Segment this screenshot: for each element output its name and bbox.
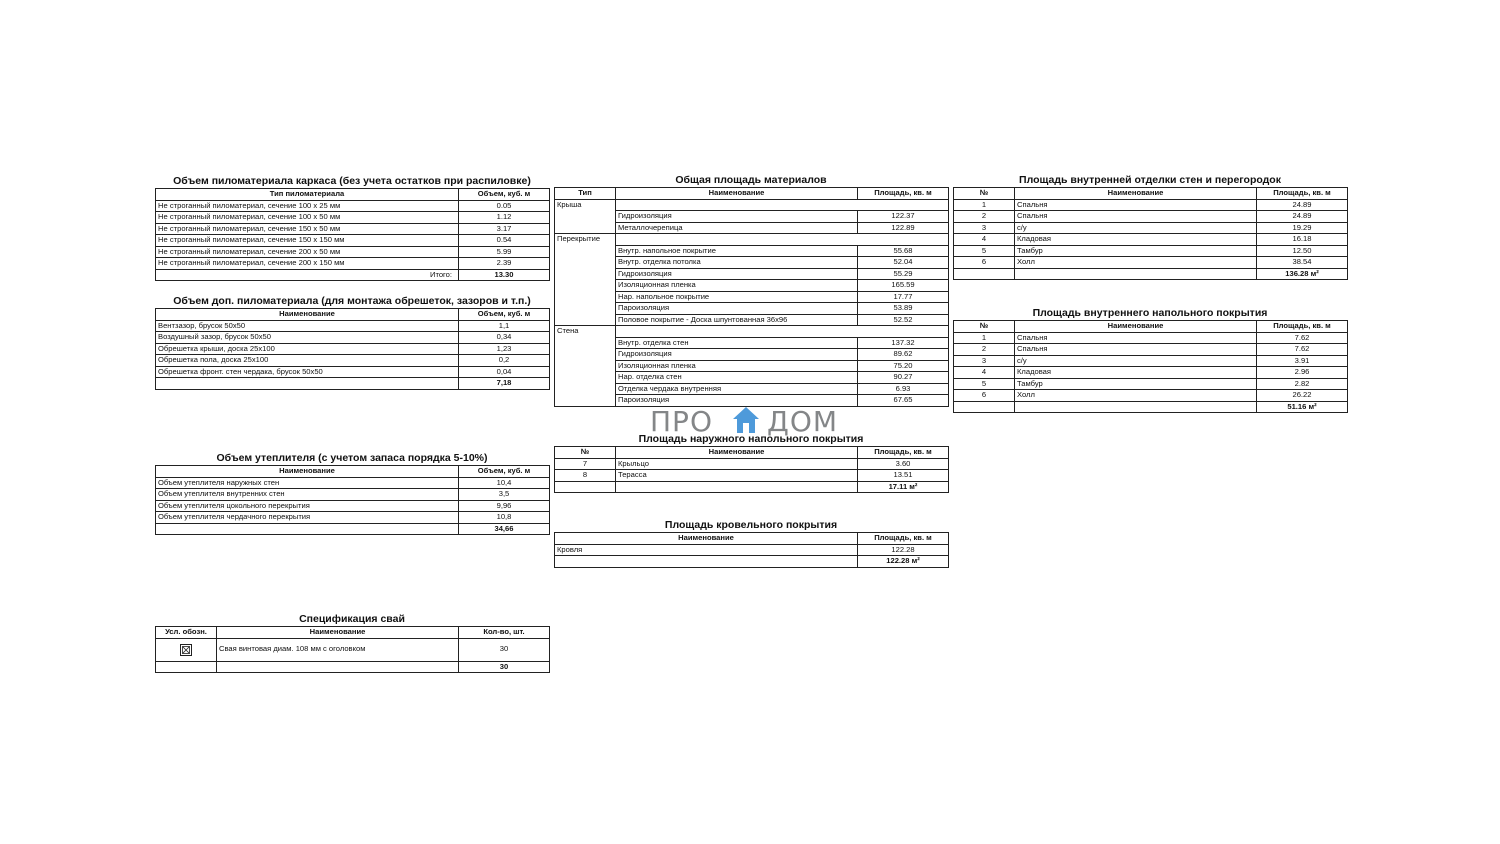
house-icon xyxy=(731,405,761,435)
total-value: 13.30 xyxy=(459,269,550,281)
table-row xyxy=(954,211,1348,223)
table-header: Наименование xyxy=(217,627,459,639)
pile-count: 30 xyxy=(459,638,550,661)
total-value: 7,18 xyxy=(459,378,550,390)
group-type: Стена xyxy=(555,326,616,338)
table-cell: 10,8 xyxy=(459,512,550,524)
table-cell: 0,34 xyxy=(459,332,550,344)
table-cell: 55.29 xyxy=(858,268,949,280)
table-row xyxy=(555,372,949,384)
table-cell: 8 xyxy=(555,470,616,482)
table-header: Наименование xyxy=(616,188,858,200)
table-cell: 17.77 xyxy=(858,291,949,303)
table-cell: Не строганный пиломатериал, сечение 150 х 50 мм xyxy=(156,223,459,235)
outdoor-floor-table xyxy=(554,446,949,493)
table-cell: 24.89 xyxy=(1257,199,1348,211)
table-cell: 5.99 xyxy=(459,246,550,258)
table-cell: 0.54 xyxy=(459,235,550,247)
table-cell: 24.89 xyxy=(1257,211,1348,223)
table-header: Объем, куб. м xyxy=(459,189,550,201)
table-cell: 137.32 xyxy=(858,337,949,349)
table-cell: 2 xyxy=(954,344,1015,356)
table-cell: 2 xyxy=(954,211,1015,223)
table-row xyxy=(555,222,949,234)
table-row xyxy=(954,222,1348,234)
table-row xyxy=(555,245,949,257)
table-cell: Гидроизоляция xyxy=(616,349,858,361)
table-row xyxy=(555,349,949,361)
table-cell: 5 xyxy=(954,245,1015,257)
table-cell: Тамбур xyxy=(1015,378,1257,390)
table-row xyxy=(555,470,949,482)
table-row xyxy=(156,332,550,344)
table-header: Тип xyxy=(555,188,616,200)
watermark-text-left: ПРО xyxy=(650,405,713,438)
table-row xyxy=(954,344,1348,356)
table-row xyxy=(954,332,1348,344)
table-cell: Холл xyxy=(1015,390,1257,402)
table-row xyxy=(555,280,949,292)
table-cell: 67.65 xyxy=(858,395,949,407)
table-header: № xyxy=(954,188,1015,200)
table-header: Наименование xyxy=(156,466,459,478)
table-row xyxy=(156,366,550,378)
table-header: Кол-во, шт. xyxy=(459,627,550,639)
table-header: Наименование xyxy=(1015,321,1257,333)
table-row xyxy=(156,235,550,247)
table-row xyxy=(555,544,949,556)
table-row xyxy=(954,390,1348,402)
table-row xyxy=(555,268,949,280)
table-cell: 2.82 xyxy=(1257,378,1348,390)
table-cell: Объем утеплителя наружных стен xyxy=(156,477,459,489)
table-header: Тип пиломатериала xyxy=(156,189,459,201)
table-cell: Обрешетка фронт. стен чердака, брусок 50х50 xyxy=(156,366,459,378)
table-cell: 3 xyxy=(954,222,1015,234)
table-cell: 7 xyxy=(555,458,616,470)
table-cell: Не строганный пиломатериал, сечение 200 х 150 мм xyxy=(156,258,459,270)
table-cell: 26.22 xyxy=(1257,390,1348,402)
table-cell: Обрешетка крыши, доска 25х100 xyxy=(156,343,459,355)
group-row xyxy=(555,199,949,211)
table-cell: Половое покрытие - Доска шпунтованная 36х96 xyxy=(616,314,858,326)
table-cell: 13.51 xyxy=(858,470,949,482)
table-cell: 165.59 xyxy=(858,280,949,292)
table-row xyxy=(954,355,1348,367)
table-cell: Внутр. напольное покрытие xyxy=(616,245,858,257)
table-row xyxy=(156,200,550,212)
pile-symbol-icon xyxy=(180,644,192,656)
table-cell: Внутр. отделка потолка xyxy=(616,257,858,269)
table-cell: 3.60 xyxy=(858,458,949,470)
table-cell: Нар. отделка стен xyxy=(616,372,858,384)
table-cell: Не строганный пиломатериал, сечение 150 х 150 мм xyxy=(156,235,459,247)
table-row xyxy=(156,512,550,524)
table-row xyxy=(954,378,1348,390)
table-cell: Отделка чердака внутренняя xyxy=(616,383,858,395)
table-cell: Спальня xyxy=(1015,211,1257,223)
table-cell: 6 xyxy=(954,257,1015,269)
table-cell: 2.39 xyxy=(459,258,550,270)
table-cell: 0.05 xyxy=(459,200,550,212)
table-row xyxy=(156,500,550,512)
table-cell: Пароизоляция xyxy=(616,303,858,315)
table-cell: Воздушный зазор, брусок 50х50 xyxy=(156,332,459,344)
table-header: Площадь, кв. м xyxy=(858,447,949,459)
table-header: Наименование xyxy=(1015,188,1257,200)
roofing-title: Площадь кровельного покрытия xyxy=(664,519,838,531)
table-cell: 0,04 xyxy=(459,366,550,378)
table-row xyxy=(156,258,550,270)
table-row xyxy=(156,320,550,332)
table-row xyxy=(555,291,949,303)
table-cell: 19.29 xyxy=(1257,222,1348,234)
table-cell: 7.62 xyxy=(1257,344,1348,356)
table-cell: 3 xyxy=(954,355,1015,367)
frame-volume-section xyxy=(155,175,549,281)
total-area-title: Общая площадь материалов xyxy=(675,174,827,186)
total-value: 136.28 м² xyxy=(1257,268,1348,280)
table-header: Наименование xyxy=(616,447,858,459)
table-header: Площадь, кв. м xyxy=(858,188,949,200)
table-row xyxy=(555,360,949,372)
interior-walls-section xyxy=(953,174,1347,280)
table-row xyxy=(156,343,550,355)
table-cell: 5 xyxy=(954,378,1015,390)
table-cell: Кладовая xyxy=(1015,367,1257,379)
table-cell: Не строганный пиломатериал, сечение 100 х 25 мм xyxy=(156,200,459,212)
total-value: 17.11 м² xyxy=(858,481,949,493)
piles-section xyxy=(155,613,549,673)
outdoor-floor-section xyxy=(554,433,948,493)
table-cell: 90.27 xyxy=(858,372,949,384)
insulation-section xyxy=(155,452,549,535)
insulation-table xyxy=(155,465,550,535)
table-cell: 6 xyxy=(954,390,1015,402)
table-cell: 16.18 xyxy=(1257,234,1348,246)
extra-lumber-section xyxy=(155,295,549,390)
table-cell: Кладовая xyxy=(1015,234,1257,246)
table-cell: 4 xyxy=(954,234,1015,246)
total-area-table xyxy=(554,187,949,407)
table-cell: Внутр. отделка стен xyxy=(616,337,858,349)
table-cell: Не строганный пиломатериал, сечение 100 х 50 мм xyxy=(156,212,459,224)
table-cell: Нар. напольное покрытие xyxy=(616,291,858,303)
table-row xyxy=(555,314,949,326)
table-cell: 1.12 xyxy=(459,212,550,224)
table-cell: Пароизоляция xyxy=(616,395,858,407)
interior-floor-title: Площадь внутреннего напольного покрытия xyxy=(1032,307,1268,319)
group-type: Крыша xyxy=(555,199,616,211)
table-cell: 2.96 xyxy=(1257,367,1348,379)
extra-lumber-title: Объем доп. пиломатериала (для монтажа обрешеток, зазоров и т.п.) xyxy=(173,295,531,307)
table-cell: 89.62 xyxy=(858,349,949,361)
table-cell: 1 xyxy=(954,199,1015,211)
table-cell: Холл xyxy=(1015,257,1257,269)
total-value: 51.16 м² xyxy=(1257,401,1348,413)
table-cell: 1,23 xyxy=(459,343,550,355)
table-cell: 1 xyxy=(954,332,1015,344)
table-cell: 9,96 xyxy=(459,500,550,512)
table-row xyxy=(555,458,949,470)
table-cell: с/у xyxy=(1015,355,1257,367)
piles-title: Спецификация свай xyxy=(299,613,405,625)
table-header: № xyxy=(954,321,1015,333)
table-row xyxy=(156,489,550,501)
outdoor-floor-title: Площадь наружного напольного покрытия xyxy=(638,433,864,445)
table-cell: Гидроизоляция xyxy=(616,211,858,223)
table-row xyxy=(954,245,1348,257)
table-cell: Спальня xyxy=(1015,344,1257,356)
table-row xyxy=(156,638,550,661)
table-header: Наименование xyxy=(555,533,858,545)
table-row xyxy=(156,477,550,489)
table-cell: Изоляционная пленка xyxy=(616,360,858,372)
table-cell: Изоляционная пленка xyxy=(616,280,858,292)
watermark-text-right: ДОМ xyxy=(767,405,839,438)
total-label: Итого: xyxy=(156,269,459,281)
table-cell: Спальня xyxy=(1015,332,1257,344)
table-cell: Тамбур xyxy=(1015,245,1257,257)
frame-volume-table xyxy=(155,188,550,281)
table-row xyxy=(555,303,949,315)
table-cell: 7.62 xyxy=(1257,332,1348,344)
table-cell: с/у xyxy=(1015,222,1257,234)
table-cell: Объем утеплителя чердачного перекрытия xyxy=(156,512,459,524)
group-row xyxy=(555,326,949,338)
table-row xyxy=(954,257,1348,269)
table-cell: Обрешетка пола, доска 25х100 xyxy=(156,355,459,367)
table-cell: 52.04 xyxy=(858,257,949,269)
table-cell: Гидроизоляция xyxy=(616,268,858,280)
table-cell: 3.17 xyxy=(459,223,550,235)
total-value: 34,66 xyxy=(459,523,550,535)
table-header: Площадь, кв. м xyxy=(858,533,949,545)
table-cell: 52.52 xyxy=(858,314,949,326)
watermark-logo xyxy=(650,405,850,437)
table-header: Усл. обозн. xyxy=(156,627,217,639)
table-row xyxy=(156,246,550,258)
table-cell: 122.28 xyxy=(858,544,949,556)
total-value: 30 xyxy=(459,661,550,673)
table-cell: 6.93 xyxy=(858,383,949,395)
table-cell: 75.20 xyxy=(858,360,949,372)
table-cell: Кровля xyxy=(555,544,858,556)
interior-walls-table xyxy=(953,187,1348,280)
table-row xyxy=(156,223,550,235)
table-cell: 55.68 xyxy=(858,245,949,257)
table-cell: 3.91 xyxy=(1257,355,1348,367)
table-cell: Объем утеплителя цокольного перекрытия xyxy=(156,500,459,512)
extra-lumber-table xyxy=(155,308,550,390)
table-row xyxy=(555,257,949,269)
group-row xyxy=(555,234,949,246)
interior-floor-section xyxy=(953,307,1347,413)
table-cell: Не строганный пиломатериал, сечение 200 х 50 мм xyxy=(156,246,459,258)
piles-table xyxy=(155,626,550,673)
table-cell: Вентзазор, брусок 50х50 xyxy=(156,320,459,332)
table-row xyxy=(954,234,1348,246)
group-type: Перекрытие xyxy=(555,234,616,246)
interior-walls-title: Площадь внутренней отделки стен и перегородок xyxy=(1019,174,1281,186)
table-cell: 122.89 xyxy=(858,222,949,234)
total-value: 122.28 м² xyxy=(858,556,949,568)
table-cell: Металлочерепица xyxy=(616,222,858,234)
table-row xyxy=(954,199,1348,211)
table-cell: 53.89 xyxy=(858,303,949,315)
interior-floor-table xyxy=(953,320,1348,413)
table-header: Объем, куб. м xyxy=(459,309,550,321)
table-cell: 4 xyxy=(954,367,1015,379)
table-row xyxy=(555,211,949,223)
table-cell: 122.37 xyxy=(858,211,949,223)
total-area-section xyxy=(554,174,948,407)
table-row xyxy=(156,212,550,224)
table-cell: 0,2 xyxy=(459,355,550,367)
table-cell: 38.54 xyxy=(1257,257,1348,269)
pile-name: Свая винтовая диам. 108 мм с оголовком xyxy=(217,638,459,661)
table-header: Площадь, кв. м xyxy=(1257,321,1348,333)
table-header: № xyxy=(555,447,616,459)
table-cell: Крыльцо xyxy=(616,458,858,470)
table-row xyxy=(954,367,1348,379)
roofing-table xyxy=(554,532,949,568)
table-row xyxy=(555,337,949,349)
table-cell: 12.50 xyxy=(1257,245,1348,257)
table-row xyxy=(555,383,949,395)
table-cell: Спальня xyxy=(1015,199,1257,211)
frame-volume-title: Объем пиломатериала каркаса (без учета остатков при распиловке) xyxy=(173,175,531,187)
table-cell: Объем утеплителя внутренних стен xyxy=(156,489,459,501)
table-cell: 1,1 xyxy=(459,320,550,332)
insulation-title: Объем утеплителя (с учетом запаса порядка 5-10%) xyxy=(216,452,488,464)
table-header: Наименование xyxy=(156,309,459,321)
table-cell: 3,5 xyxy=(459,489,550,501)
table-row xyxy=(156,355,550,367)
table-header: Площадь, кв. м xyxy=(1257,188,1348,200)
roofing-section xyxy=(554,519,948,568)
table-cell: 10,4 xyxy=(459,477,550,489)
table-header: Объем, куб. м xyxy=(459,466,550,478)
table-cell: Терасса xyxy=(616,470,858,482)
